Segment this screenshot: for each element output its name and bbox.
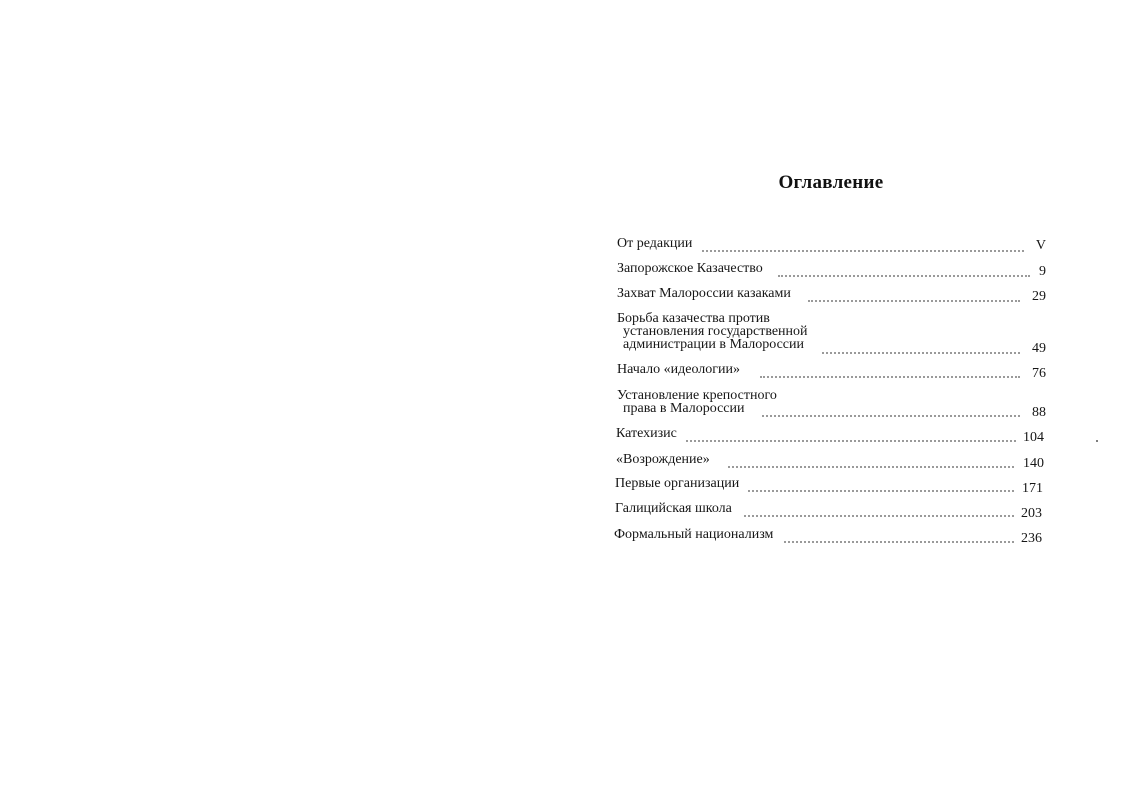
toc-entry-title <box>617 312 1017 351</box>
toc-entry-title-line: Катехизис <box>616 426 677 441</box>
toc-entry-title-line: права в Малороссии <box>623 401 745 416</box>
dot-leader <box>748 488 1014 492</box>
toc-title: Оглавление <box>778 172 884 193</box>
dot-leader <box>686 438 1016 442</box>
toc-page-number: 9 <box>1039 264 1046 279</box>
toc-entry-title-line: Первые организации <box>615 476 740 491</box>
toc-page-number: 203 <box>1021 506 1042 521</box>
dot-leader <box>702 248 1024 252</box>
toc-page-number: 88 <box>1032 405 1046 420</box>
toc-entry-title-line: администрации в Малороссии <box>623 337 805 352</box>
toc-page-number: 140 <box>1023 456 1044 471</box>
dot-leader <box>728 464 1014 468</box>
dot-leader <box>744 513 1014 517</box>
dot-leader <box>822 350 1020 354</box>
toc-entry-title-line: Установление крепостного <box>617 388 777 403</box>
print-speck <box>1096 440 1098 442</box>
toc-entry-title-line: От редакции <box>617 236 693 251</box>
dot-leader <box>808 298 1020 302</box>
toc-entry-title-line: установления государственной <box>623 324 808 339</box>
dot-leader <box>778 273 1030 277</box>
toc-page-number: 171 <box>1022 481 1043 496</box>
toc-page-number: 104 <box>1023 430 1044 445</box>
toc-entry-title-line: Захват Малороссии казаками <box>617 286 791 301</box>
toc-entry-title-line: «Возрождение» <box>616 452 710 467</box>
toc-entry-title-line: Формальный национализм <box>614 527 774 542</box>
toc-page-number: 236 <box>1021 531 1042 546</box>
toc-entry-title-line: Галицийская школа <box>615 501 732 516</box>
dot-leader <box>784 539 1014 543</box>
toc-entry-title-line: Начало «идеологии» <box>617 362 740 377</box>
toc-page-number: V <box>1035 238 1046 253</box>
toc-entry-title-line: Запорожское Казачество <box>617 261 763 276</box>
toc-page-number: 76 <box>1032 366 1046 381</box>
dot-leader <box>762 413 1020 417</box>
dot-leader <box>760 374 1020 378</box>
toc-page-number: 49 <box>1032 341 1046 356</box>
toc-page-number: 29 <box>1032 289 1046 304</box>
toc-entry-title <box>617 389 1017 415</box>
toc-entry-title-line: Борьба казачества против <box>617 311 770 326</box>
